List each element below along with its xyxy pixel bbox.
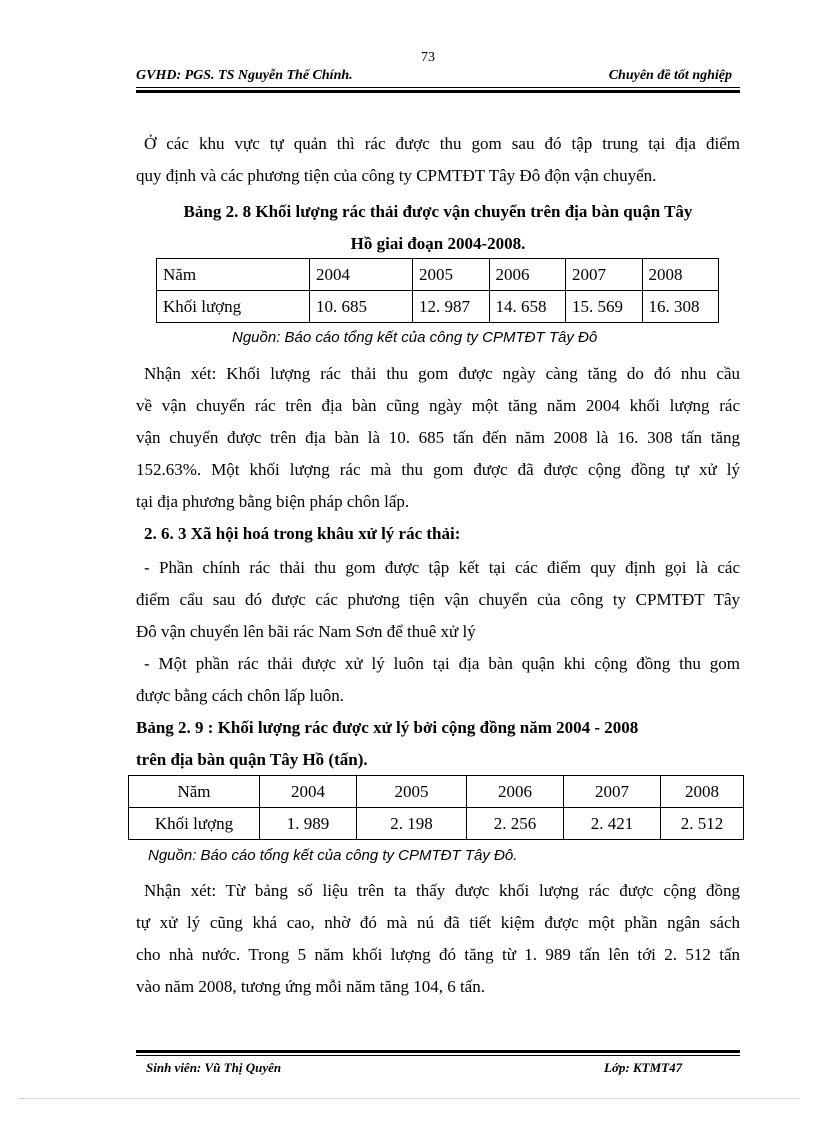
table-cell: 12. 987 (413, 291, 490, 323)
intro-line: Ở các khu vực tự quản thì rác được thu gom sau đó tập trung tại địa điểm (144, 134, 740, 153)
table-cell: 2007 (564, 776, 661, 808)
comment2-line: Nhận xét: Từ bảng số liệu trên ta thấy được khối lượng rác được cộng đồng (144, 881, 740, 900)
table-cell: 14. 658 (489, 291, 566, 323)
intro-line: quy định và các phương tiện của công ty CPMTĐT Tây Đô đ​ộn vận chuyển. (136, 166, 657, 185)
table-cell: 2. 512 (661, 808, 744, 840)
section-heading: 2. 6. 3 Xã hội hoá trong khâu xử lý rác thải: (144, 524, 461, 543)
table2-source: Nguồn: Báo cáo tổng kết của công ty CPMTĐT Tây Đô. (148, 847, 518, 864)
table-row (157, 259, 719, 291)
comment1-line: 152.63%. Một khối lượng rác mà thu gom được đã được cộng đồng tự xử lý (136, 460, 740, 479)
table-cell: 1. 989 (260, 808, 357, 840)
table2 (128, 775, 744, 840)
footer-rule (136, 1055, 740, 1056)
table-cell: Khối lượng (157, 291, 310, 323)
table-cell: 2004 (310, 259, 413, 291)
comment2-line: cho nhà nước. Trong 5 năm khối lượng đó tăng từ 1. 989 tấn lên tới 2. 512 tấn (136, 945, 740, 964)
table-row (129, 808, 744, 840)
bullet2-line: - Một phần rác thải được xử lý luôn tại địa bàn quận khi cộng đồng thu gom (144, 654, 740, 673)
table-cell: 2. 198 (357, 808, 467, 840)
table-cell: Năm (129, 776, 260, 808)
table1-source: Nguồn: Báo cáo tổng kết của công ty CPMTĐT Tây Đô (232, 329, 598, 346)
table-cell: 2006 (489, 259, 566, 291)
comment2-line: tự xử lý cũng khá cao, nhờ đó mà nú đã tiết kiệm được một phần ngân sách (136, 913, 740, 932)
table-cell: 2008 (661, 776, 744, 808)
table-cell: 16. 308 (642, 291, 719, 323)
table-row (129, 776, 744, 808)
page-number: 73 (421, 50, 435, 65)
table-cell: 15. 569 (566, 291, 643, 323)
table-cell: 2005 (413, 259, 490, 291)
table2-title: Bảng 2. 9 : Khối lượng rác được xử lý bởi cộng đồng năm 2004 - 2008 (136, 718, 639, 737)
page-edge-divider (20, 1098, 800, 1099)
table1 (156, 258, 719, 323)
table-cell: Khối lượng (129, 808, 260, 840)
table-cell: 2007 (566, 259, 643, 291)
table-row (157, 291, 719, 323)
comment1-line: vận chuyển được trên địa bàn là 10. 685 tấn đến năm 2008 là 16. 308 tấn tăng (136, 428, 740, 447)
table1-title: Bảng 2. 8 Khối lượng rác thải được vận chuyển trên địa bàn quận Tây (183, 202, 693, 221)
table1-title: Hồ giai đoạn 2004-2008. (350, 234, 526, 253)
table-cell: Năm (157, 259, 310, 291)
footer-rule-thick (136, 1050, 740, 1053)
table-cell: 2004 (260, 776, 357, 808)
table-cell: 2005 (357, 776, 467, 808)
comment2-line: vào năm 2008, tương ứng mỗi năm tăng 104, 6 tấn. (136, 977, 485, 996)
header-rule-thick (136, 90, 740, 93)
comment1-line: về vận chuyển rác trên địa bàn cũng ngày một tăng năm 2004 khối lượng rác (136, 396, 740, 415)
footer-student: Sinh viên: Vũ Thị Quyên (146, 1060, 282, 1075)
header-rule (136, 87, 740, 88)
bullet1-line: điểm cẩu sau đó được các phương tiện vận chuyển của công ty CPMTĐT Tây (136, 590, 740, 609)
bullet2-line: được bằng cách chôn lấp luôn. (136, 686, 344, 705)
footer-class: Lớp: KTMT47 (604, 1060, 683, 1075)
bullet1-line: - Phần chính rác thải thu gom được tập kết tại các điểm quy định gọi là các (144, 558, 740, 577)
comment1-line: Nhận xét: Khối lượng rác thải thu gom được ngày càng tăng do đó nhu cầu (144, 364, 740, 383)
table2-title: trên địa bàn quận Tây Hồ (tấn). (136, 750, 368, 769)
comment1-line: tại địa phương bằng biện pháp chôn lấp. (136, 492, 410, 511)
bullet1-line: Đô vận chuyển lên bãi rác Nam Sơn để thuê xử lý (136, 622, 476, 641)
header-supervisor: GVHD: PGS. TS Nguyễn Thế Chính. (136, 68, 353, 83)
table-cell: 2008 (642, 259, 719, 291)
table-cell: 2006 (467, 776, 564, 808)
table-cell: 2. 421 (564, 808, 661, 840)
table-cell: 10. 685 (310, 291, 413, 323)
table-cell: 2. 256 (467, 808, 564, 840)
header-thesis-type: Chuyên đề tốt nghiệp (608, 68, 732, 83)
